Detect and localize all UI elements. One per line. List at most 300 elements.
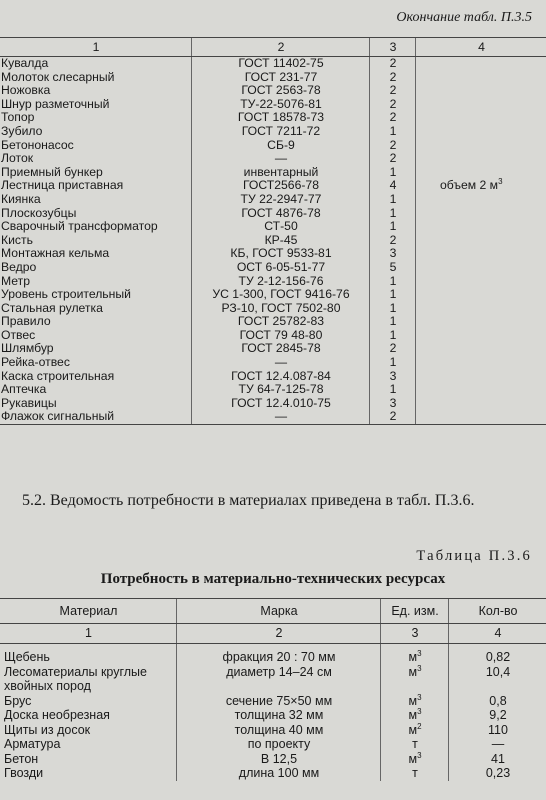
tool-note xyxy=(416,356,546,370)
tool-note xyxy=(416,84,546,98)
tool-standard xyxy=(192,152,370,166)
tool-name-text: Киянка xyxy=(1,191,41,206)
tool-standard xyxy=(192,315,370,329)
tool-quantity-text: 2 xyxy=(389,409,397,424)
tool-quantity-text: 3 xyxy=(389,246,397,261)
tool-note xyxy=(416,247,546,261)
tool-name xyxy=(0,84,192,98)
table-continuation-caption: Окончание табл. П.3.5 xyxy=(396,10,532,25)
column-number: 2 xyxy=(177,624,381,644)
tool-note xyxy=(416,139,546,153)
table-row xyxy=(0,111,546,125)
tool-standard-text: ГОСТ 4876-78 xyxy=(241,205,321,220)
tool-standard xyxy=(192,84,370,98)
material-quantity xyxy=(449,708,546,723)
tool-name xyxy=(0,383,192,397)
tool-name-text: Правило xyxy=(1,314,51,329)
tool-standard-text: ТУ 64-7-125-78 xyxy=(238,382,324,397)
tool-standard xyxy=(192,370,370,384)
tool-name-text: Флажок сигнальный xyxy=(1,409,115,424)
material-quantity xyxy=(449,723,546,738)
material-name xyxy=(0,723,177,738)
table-row xyxy=(0,679,546,694)
table-row xyxy=(0,342,546,356)
column-number: 4 xyxy=(416,38,546,57)
tool-standard-text: ТУ 2-12-156-76 xyxy=(238,273,324,288)
tool-quantity-text: 3 xyxy=(389,395,397,410)
tool-quantity xyxy=(370,125,416,139)
material-name-text: Арматура xyxy=(4,737,61,751)
material-name xyxy=(0,665,177,680)
material-quantity-text: 110 xyxy=(488,722,508,737)
tool-standard-text: ГОСТ2566-78 xyxy=(243,178,319,193)
tool-note xyxy=(416,342,546,356)
tool-standard xyxy=(192,207,370,221)
tool-note xyxy=(416,234,546,248)
tool-standard-text: ГОСТ 12.4.087-84 xyxy=(231,368,331,383)
table-row xyxy=(0,397,546,411)
material-name xyxy=(0,694,177,709)
tool-quantity xyxy=(370,193,416,207)
tool-note-text: объем 2 м xyxy=(440,178,499,193)
material-mark-text: по проекту xyxy=(247,737,311,751)
tool-name xyxy=(0,166,192,180)
tool-quantity-text: 2 xyxy=(389,341,397,356)
table-row xyxy=(0,152,546,166)
tool-standard-text: СБ-9 xyxy=(267,137,295,152)
material-quantity xyxy=(449,752,546,767)
table-row xyxy=(0,766,546,781)
tool-quantity-text: 2 xyxy=(389,56,397,70)
tool-standard xyxy=(192,220,370,234)
material-name-text: Лесоматериалы круглые xyxy=(4,664,147,679)
tool-quantity xyxy=(370,288,416,302)
tool-name xyxy=(0,302,192,316)
tools-table xyxy=(0,37,546,425)
tool-name xyxy=(0,288,192,302)
material-mark xyxy=(177,665,381,680)
tool-quantity xyxy=(370,207,416,221)
tool-quantity xyxy=(370,152,416,166)
material-quantity-text: 41 xyxy=(491,751,505,766)
tool-standard-text: ГОСТ 231-77 xyxy=(244,69,318,84)
material-mark-text: длина 100 мм xyxy=(238,766,320,780)
tool-standard-text: ТУ 22-2947-77 xyxy=(240,191,322,206)
material-name xyxy=(0,766,177,781)
tool-standard-text: ГОСТ 2845-78 xyxy=(241,341,321,356)
tool-note xyxy=(416,410,546,424)
material-mark-text: диаметр 14–24 см xyxy=(226,664,332,679)
tool-standard xyxy=(192,275,370,289)
tool-standard-text: ГОСТ 7211-72 xyxy=(241,123,321,138)
table-row xyxy=(0,302,546,316)
tool-name-text: Рейка-отвес xyxy=(1,355,70,370)
material-mark xyxy=(177,679,381,694)
tool-quantity xyxy=(370,84,416,98)
tool-note xyxy=(416,179,546,193)
tool-note xyxy=(416,261,546,275)
tool-note xyxy=(416,383,546,397)
tool-name-text: Кувалда xyxy=(1,56,49,70)
superscript: 3 xyxy=(498,177,503,187)
tool-standard xyxy=(192,139,370,153)
tool-quantity-text: 1 xyxy=(389,205,397,220)
material-name-text: хвойных пород xyxy=(4,679,91,693)
material-quantity-text: 10,4 xyxy=(485,664,511,679)
column-number: 3 xyxy=(370,38,416,57)
tool-standard-text: УС 1-300, ГОСТ 9416-76 xyxy=(212,287,350,302)
table-row xyxy=(0,247,546,261)
tool-name xyxy=(0,410,192,424)
tool-standard xyxy=(192,356,370,370)
material-unit xyxy=(381,665,449,680)
tool-quantity-text: 2 xyxy=(389,69,397,84)
tool-name-text: Стальная рулетка xyxy=(1,300,103,315)
tool-quantity xyxy=(370,166,416,180)
tool-quantity xyxy=(370,247,416,261)
tool-quantity xyxy=(370,111,416,125)
tool-standard-text: ГОСТ 12.4.010-75 xyxy=(231,395,331,410)
tool-quantity-text: 1 xyxy=(389,164,397,179)
tool-standard xyxy=(192,302,370,316)
tool-quantity xyxy=(370,179,416,193)
tool-quantity-text: 2 xyxy=(389,96,397,111)
material-unit-text: м xyxy=(408,650,418,664)
material-mark-text: толщина 40 мм xyxy=(234,722,324,737)
material-quantity-text: 0,8 xyxy=(489,693,507,708)
tool-standard xyxy=(192,397,370,411)
tool-quantity xyxy=(370,397,416,411)
tool-quantity-text: 2 xyxy=(389,110,397,125)
material-unit xyxy=(381,723,449,738)
table-label: Таблица П.3.6 xyxy=(416,548,532,564)
tool-quantity xyxy=(370,410,416,424)
tool-note xyxy=(416,207,546,221)
tool-name-text: Монтажная кельма xyxy=(1,246,110,261)
tool-standard xyxy=(192,288,370,302)
tool-standard-text: КР-45 xyxy=(264,232,298,247)
column-header-mark: Марка xyxy=(177,599,381,624)
tool-name xyxy=(0,356,192,370)
material-quantity-text: 0,23 xyxy=(485,766,511,780)
tool-quantity-text: 2 xyxy=(389,151,397,166)
tool-quantity-text: 4 xyxy=(389,178,397,193)
tool-name-text: Кисть xyxy=(1,232,33,247)
material-name-text: Щиты из досок xyxy=(4,722,91,737)
table-title: Потребность в материально-технических ресурсах xyxy=(100,571,446,587)
tool-name-text: Лестница приставная xyxy=(1,178,124,193)
tool-note xyxy=(416,125,546,139)
tool-name xyxy=(0,247,192,261)
superscript: 3 xyxy=(417,706,422,716)
tool-standard-text: ТУ-22-5076-81 xyxy=(240,96,322,111)
column-header-unit: Ед. изм. xyxy=(381,599,449,624)
material-quantity xyxy=(449,737,546,752)
tool-name xyxy=(0,125,192,139)
material-name-text: Щебень xyxy=(4,650,50,664)
tool-quantity xyxy=(370,275,416,289)
tool-name-text: Уровень строительный xyxy=(1,287,131,302)
tool-quantity-text: 1 xyxy=(389,327,397,342)
tool-note xyxy=(416,288,546,302)
tool-name-text: Шнур разметочный xyxy=(1,96,110,111)
material-name xyxy=(0,708,177,723)
tool-quantity-text: 1 xyxy=(389,273,397,288)
tool-note xyxy=(416,57,546,71)
table-row xyxy=(0,179,546,193)
material-mark xyxy=(177,723,381,738)
table-row xyxy=(0,234,546,248)
material-mark-text: В 12,5 xyxy=(260,751,298,766)
table-row xyxy=(0,752,546,767)
tool-name xyxy=(0,57,192,71)
material-mark-text: сечение 75×50 мм xyxy=(225,693,333,708)
materials-table xyxy=(0,598,546,781)
materials-table-column-numbers xyxy=(0,624,546,644)
tool-name xyxy=(0,111,192,125)
material-unit-text: т xyxy=(412,766,418,780)
tool-note xyxy=(416,71,546,85)
tool-quantity-text: 1 xyxy=(389,191,397,206)
tool-name-text: Топор xyxy=(1,110,35,125)
table-row xyxy=(0,665,546,680)
tool-name-text: Зубило xyxy=(1,123,43,138)
tool-note xyxy=(416,275,546,289)
tools-table-header xyxy=(0,38,546,57)
tool-standard-text: ГОСТ 2563-78 xyxy=(241,83,321,98)
table-row xyxy=(0,737,546,752)
tool-standard xyxy=(192,111,370,125)
material-unit xyxy=(381,708,449,723)
material-name xyxy=(0,644,177,665)
tool-name-text: Аптечка xyxy=(1,382,47,397)
material-mark-text: фракция 20 : 70 мм xyxy=(222,650,336,664)
tool-quantity-text: 1 xyxy=(389,123,397,138)
tool-quantity-text: 3 xyxy=(389,368,397,383)
table-row xyxy=(0,383,546,397)
material-mark xyxy=(177,766,381,781)
tool-standard-text: РЗ-10, ГОСТ 7502-80 xyxy=(221,300,341,315)
table-row xyxy=(0,98,546,112)
material-mark xyxy=(177,644,381,665)
tool-standard xyxy=(192,125,370,139)
table-row xyxy=(0,207,546,221)
material-mark-text: толщина 32 мм xyxy=(234,708,324,722)
material-unit xyxy=(381,737,449,752)
tool-note xyxy=(416,370,546,384)
material-name xyxy=(0,679,177,694)
tool-name xyxy=(0,71,192,85)
material-unit-text: м xyxy=(408,664,418,679)
tool-quantity-text: 1 xyxy=(389,287,397,302)
tool-name-text: Рукавицы xyxy=(1,395,57,410)
tool-name xyxy=(0,315,192,329)
tool-name xyxy=(0,275,192,289)
column-header-material: Материал xyxy=(0,599,177,624)
tool-quantity-text: 5 xyxy=(389,259,397,274)
material-unit-text: т xyxy=(412,737,418,751)
material-unit xyxy=(381,752,449,767)
tool-standard-text: ГОСТ 79 48-80 xyxy=(239,327,323,342)
tool-quantity xyxy=(370,139,416,153)
material-quantity-text: 0,82 xyxy=(485,650,511,664)
tool-quantity xyxy=(370,342,416,356)
materials-table-header xyxy=(0,599,546,624)
tool-name-text: Ведро xyxy=(1,259,37,274)
tool-standard xyxy=(192,342,370,356)
tool-standard xyxy=(192,71,370,85)
material-name xyxy=(0,737,177,752)
material-unit xyxy=(381,644,449,665)
tool-name xyxy=(0,179,192,193)
tool-name xyxy=(0,261,192,275)
tool-name xyxy=(0,139,192,153)
table-row xyxy=(0,356,546,370)
tool-note xyxy=(416,152,546,166)
column-number: 3 xyxy=(381,624,449,644)
table-row xyxy=(0,315,546,329)
column-number: 1 xyxy=(0,624,177,644)
material-mark xyxy=(177,737,381,752)
tool-name-text: Сварочный трансформатор xyxy=(1,219,158,234)
table-row xyxy=(0,57,546,71)
table-row xyxy=(0,193,546,207)
tool-quantity-text: 1 xyxy=(389,300,397,315)
tool-quantity xyxy=(370,315,416,329)
tool-quantity xyxy=(370,370,416,384)
table-row xyxy=(0,139,546,153)
tool-quantity-text: 1 xyxy=(389,219,397,234)
tool-note xyxy=(416,193,546,207)
superscript: 2 xyxy=(417,721,422,731)
tool-name xyxy=(0,207,192,221)
tool-quantity xyxy=(370,329,416,343)
material-quantity-text: 9,2 xyxy=(489,708,507,722)
superscript: 3 xyxy=(417,692,422,702)
material-unit-text: м xyxy=(408,722,418,737)
table-row xyxy=(0,410,546,424)
tool-quantity xyxy=(370,356,416,370)
material-name-text: Брус xyxy=(4,693,32,708)
material-mark xyxy=(177,694,381,709)
materials-table-body xyxy=(0,644,546,781)
tool-name xyxy=(0,152,192,166)
table-row xyxy=(0,261,546,275)
table-row xyxy=(0,71,546,85)
table-row xyxy=(0,288,546,302)
tool-name-text: Отвес xyxy=(1,327,36,342)
tools-table-body xyxy=(0,57,546,425)
material-unit xyxy=(381,766,449,781)
material-unit xyxy=(381,694,449,709)
column-header-quantity: Кол-во xyxy=(449,599,546,624)
table-row xyxy=(0,220,546,234)
tool-standard xyxy=(192,234,370,248)
tool-quantity xyxy=(370,302,416,316)
column-number: 1 xyxy=(0,38,192,57)
material-quantity-text: — xyxy=(491,737,505,751)
table-row xyxy=(0,125,546,139)
tool-name xyxy=(0,98,192,112)
table-row xyxy=(0,84,546,98)
material-quantity xyxy=(449,665,546,680)
tool-quantity-text: 1 xyxy=(389,355,397,370)
table-row xyxy=(0,694,546,709)
tool-note xyxy=(416,98,546,112)
tool-standard xyxy=(192,383,370,397)
material-quantity xyxy=(449,679,546,694)
tool-standard xyxy=(192,410,370,424)
tool-name xyxy=(0,370,192,384)
material-quantity xyxy=(449,644,546,665)
table-row xyxy=(0,644,546,665)
table-row xyxy=(0,723,546,738)
table-row xyxy=(0,370,546,384)
column-number: 2 xyxy=(192,38,370,57)
material-name-text: Бетон xyxy=(4,751,39,766)
paragraph: 5.2. Ведомость потребности в материалах приведена в табл. П.3.6. xyxy=(22,492,475,509)
tool-quantity-text: 2 xyxy=(389,83,397,98)
tool-name xyxy=(0,220,192,234)
tool-name xyxy=(0,329,192,343)
tool-name-text: Приемный бункер xyxy=(1,164,103,179)
material-mark xyxy=(177,752,381,767)
tool-standard xyxy=(192,57,370,71)
tool-note xyxy=(416,220,546,234)
tool-standard-text: инвентарный xyxy=(243,164,319,179)
tool-name xyxy=(0,193,192,207)
tool-standard-text: ГОСТ 11402-75 xyxy=(238,56,324,70)
tool-standard xyxy=(192,329,370,343)
tool-name-text: Метр xyxy=(1,273,31,288)
tool-standard-text: ОСТ 6-05-51-77 xyxy=(236,259,326,274)
tool-name-text: Лоток xyxy=(1,151,34,166)
material-unit xyxy=(381,679,449,694)
tool-standard xyxy=(192,98,370,112)
tool-quantity xyxy=(370,71,416,85)
tool-name-text: Бетононасос xyxy=(1,137,74,152)
tool-standard-text: ГОСТ 18578-73 xyxy=(237,110,325,125)
superscript: 3 xyxy=(417,750,422,760)
tool-standard-text: СТ-50 xyxy=(264,219,298,234)
tool-standard xyxy=(192,261,370,275)
tool-name-text: Шлямбур xyxy=(1,341,54,356)
tool-name xyxy=(0,342,192,356)
tool-quantity xyxy=(370,261,416,275)
tool-standard-text: — xyxy=(274,409,288,424)
tool-standard-text: — xyxy=(274,355,288,370)
tool-name xyxy=(0,397,192,411)
material-name-text: Гвозди xyxy=(4,766,44,780)
tool-quantity xyxy=(370,234,416,248)
tool-quantity-text: 1 xyxy=(389,314,397,329)
tool-note xyxy=(416,329,546,343)
tool-note xyxy=(416,302,546,316)
table-row xyxy=(0,708,546,723)
tool-name-text: Плоскозубцы xyxy=(1,205,77,220)
tool-name-text: Каска строительная xyxy=(1,368,115,383)
material-mark xyxy=(177,708,381,723)
tool-note xyxy=(416,111,546,125)
tool-name xyxy=(0,234,192,248)
tool-quantity xyxy=(370,57,416,71)
tool-quantity xyxy=(370,383,416,397)
tool-standard-text: ГОСТ 25782-83 xyxy=(237,314,325,329)
tool-standard xyxy=(192,247,370,261)
superscript: 3 xyxy=(417,648,422,658)
column-number: 4 xyxy=(449,624,546,644)
tool-name-text: Ножовка xyxy=(1,83,51,98)
